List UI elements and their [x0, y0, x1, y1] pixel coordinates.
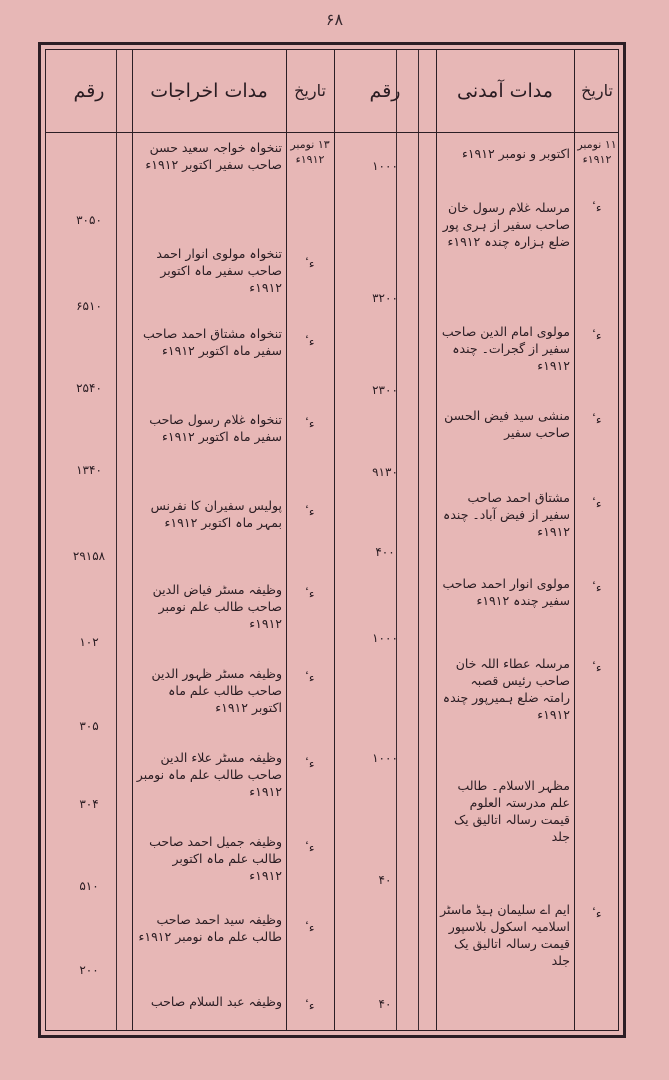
header-income-amount: رقم — [369, 79, 401, 102]
expense-amount: ۳۰۴ — [79, 797, 99, 811]
expense-item: وظیفہ جمیل احمد صاحب طالب علم ماہ اکتوبر ۱۹۱۲ء — [149, 834, 282, 883]
expense-item: تنخواہ خواجہ سعید حسن صاحب سفیر اکتوبر ۱۹۱۲ء — [145, 140, 282, 172]
column-divider — [574, 50, 575, 1030]
expense-item: وظیفہ عبد السلام صاحب — [150, 994, 282, 1009]
income-item: مرسلہ عطاء اللہ خان صاحب رئیس قصبہ رامتہ ضلع ہمیرپور چندہ ۱۹۱۲ء — [442, 656, 570, 722]
column-divider — [436, 50, 437, 1030]
expense-item: وظیفہ سید احمد صاحب طالب علم ماہ نومبر ۱۹۱۲ء — [138, 912, 282, 944]
income-date: ءٴ — [592, 201, 602, 215]
income-date: ءٴ — [592, 907, 602, 921]
expense-date: ءٴ — [305, 587, 315, 601]
expense-item: تنخواہ غلام رسول صاحب سفیر ماہ اکتوبر ۱۹۱۲ء — [149, 412, 282, 444]
income-date: ءٴ — [592, 661, 602, 675]
expense-date: ءٴ — [305, 335, 315, 349]
expense-item: تنخواہ مشتاق احمد صاحب سفیر ماہ اکتوبر ۱۹۱۲ء — [142, 326, 282, 358]
income-amount: ۱۰۰۰ — [372, 751, 398, 765]
income-date: ءٴ — [592, 413, 602, 427]
expense-date: ءٴ — [305, 921, 315, 935]
income-item: مرسلہ غلام رسول خان صاحب سفیر از ہری پور ضلع ہزارہ چندہ ۱۹۱۲ء — [442, 200, 570, 249]
expense-amount: ۱۳۴۰ — [76, 463, 102, 477]
ledger-inner-frame — [45, 49, 619, 1031]
expense-date: ءٴ — [305, 257, 315, 271]
income-date: ءٴ — [592, 581, 602, 595]
expense-amount: ۳۰۵۰ — [76, 213, 102, 227]
expense-item: وظیفہ مسٹر فیاض الدین صاحب طالب علم نومبر ۱۹۱۲ء — [152, 582, 282, 631]
expense-item: پولیس سفیران کا نفرنس بمہر ماہ اکتوبر ۱۹۱۲ء — [150, 498, 282, 530]
header-expense-date: تاریخ — [294, 81, 326, 101]
column-divider — [286, 50, 287, 1030]
income-item: مولوی امام الدین صاحب سفیر از گجرات۔ چندہ ۱۹۱۲ء — [441, 324, 570, 373]
expense-amount: ۲۰۰ — [79, 963, 99, 977]
page-number: ۶۸ — [325, 10, 344, 29]
ledger-table — [38, 42, 626, 1038]
income-amount: ۴۰ — [378, 873, 392, 887]
expense-item: وظیفہ مسٹر علاء الدین صاحب طالب علم ماہ نومبر ۱۹۱۲ء — [136, 750, 282, 799]
expense-date: ۱۳ نومبر ۱۹۱۲ء — [290, 138, 330, 166]
expense-amount: ۵۱۰ — [79, 879, 99, 893]
income-amount: ۹۱۳۰ — [372, 465, 398, 479]
income-amount: ۴۰ — [378, 997, 392, 1011]
income-date: ءٴ — [592, 329, 602, 343]
column-divider — [334, 50, 335, 1030]
expense-date: ءٴ — [305, 505, 315, 519]
expense-item: تنخواہ مولوی انوار احمد صاحب سفیر ماہ اکتوبر ۱۹۱۲ء — [156, 246, 282, 295]
header-expense-items: مدات اخراجات — [150, 79, 268, 102]
income-amount: ۱۰۰۰ — [372, 159, 398, 173]
income-date: ءٴ — [592, 497, 602, 511]
expense-amount: ۲۵۴۰ — [76, 381, 102, 395]
header-expense-amount: رقم — [73, 79, 105, 102]
header-income-date: تاریخ — [581, 81, 613, 101]
expense-amount: ۱۰۲ — [79, 635, 99, 649]
income-item: منشی سید فیض الحسن صاحب سفیر — [444, 408, 570, 440]
expense-amount: ۳۰۵ — [79, 719, 99, 733]
income-item: اکتوبر و نومبر ۱۹۱۲ء — [461, 146, 570, 161]
income-amount: ۳۲۰۰ — [372, 291, 398, 305]
income-amount: ۲۳۰۰ — [372, 383, 398, 397]
income-date: ۱۱ نومبر ۱۹۱۲ء — [577, 138, 617, 166]
column-divider — [132, 50, 133, 1030]
expense-amount: ۶۵۱۰ — [76, 299, 102, 313]
expense-date: ءٴ — [305, 671, 315, 685]
expense-amount: ۲۹۱۵۸ — [72, 549, 106, 563]
income-amount: ۴۰۰ — [375, 545, 395, 559]
income-item: ایم اے سلیمان ہیڈ ماسٹر اسلامیہ اسکول بلاسپور قیمت رسالہ اتالیق یک جلد — [440, 902, 570, 968]
header-income-items: مدات آمدنی — [457, 79, 553, 102]
header-rule — [46, 132, 618, 133]
expense-item: وظیفہ مسٹر ظہور الدین صاحب طالب علم ماہ اکتوبر ۱۹۱۲ء — [151, 666, 282, 715]
income-item: مظہر الاسلام۔ طالب علم مدرستہ العلوم قیمت رسالہ اتالیق یک جلد — [453, 778, 570, 844]
income-item: مولوی انوار احمد صاحب سفیر چندہ ۱۹۱۲ء — [442, 576, 570, 608]
income-amount: ۱۰۰۰ — [372, 631, 398, 645]
expense-date: ءٴ — [305, 417, 315, 431]
expense-date: ءٴ — [305, 757, 315, 771]
expense-date: ءٴ — [305, 999, 315, 1013]
income-item: مشتاق احمد صاحب سفیر از فیض آباد۔ چندہ ۱۹۱۲ء — [443, 490, 570, 539]
expense-date: ءٴ — [305, 841, 315, 855]
